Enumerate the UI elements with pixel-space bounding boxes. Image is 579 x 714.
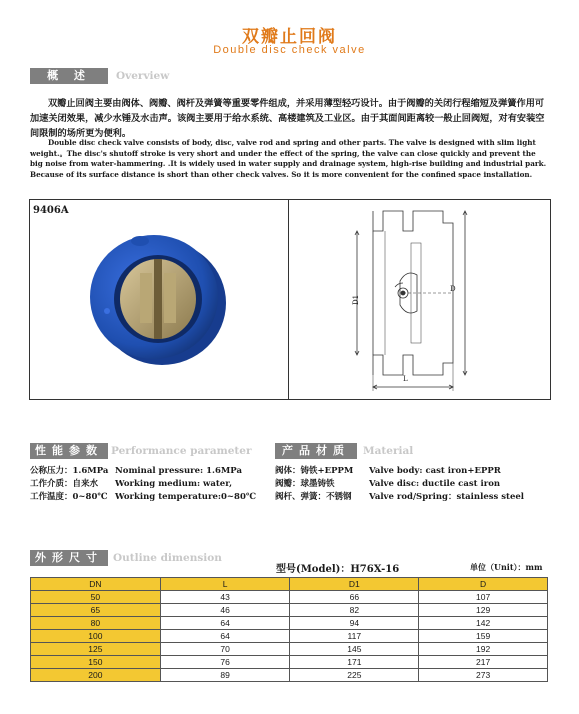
material-row-cn: 阀杆、弹簧：不锈钢: [275, 492, 352, 502]
table-cell: 171: [290, 656, 419, 669]
material-row-en: Valve disc: ductile cast iron: [369, 479, 501, 489]
table-cell: 64: [160, 617, 290, 630]
column-header: D1: [290, 578, 419, 591]
page-title: 双瓣止回阀: [242, 27, 337, 47]
dimension-label-l: L: [403, 375, 408, 383]
model-line: 型号(Model)：H76X-16: [276, 564, 400, 575]
table-cell: 82: [290, 604, 419, 617]
material-label-en: Material: [363, 445, 414, 457]
dimension-label-d: D: [450, 285, 456, 293]
perf-row-en: Nominal pressure: 1.6MPa: [115, 466, 242, 476]
table-cell: 145: [290, 643, 419, 656]
material-row-en: Valve body: cast iron+EPPR: [369, 466, 501, 476]
table-cell: 43: [160, 591, 290, 604]
table-cell: 117: [290, 630, 419, 643]
table-cell: 225: [290, 669, 419, 682]
valve-drawing: [345, 203, 475, 393]
table-cell: 89: [160, 669, 290, 682]
column-header: DN: [31, 578, 161, 591]
table-cell: 192: [419, 643, 548, 656]
perf-row-cn: 工作温度：0~80℃: [30, 492, 108, 502]
perf-row-en: Working temperature:0~80℃: [115, 492, 257, 502]
overview-text-cn: 双瓣止回阀主要由阀体、阀瓣、阀杆及弹簧等重要零件组成，并采用薄型轻巧设计。由于阀瓣的关闭行程缩短及弹簧作用可加速关闭效果，减少水锤及水击声。该阀主要用于给水系统、高楼建筑及工业区。由于其面间距离较一般止回阀短，对有安装空间限制的场所更为便利。: [30, 98, 545, 139]
material-row-en: Valve rod/Spring：stainless steel: [369, 492, 525, 502]
column-header: L: [160, 578, 290, 591]
table-cell: 107: [419, 591, 548, 604]
performance-label-en: Performance parameter: [111, 445, 252, 457]
page-subtitle: Double disc check valve: [213, 44, 366, 56]
table-cell: 200: [31, 669, 161, 682]
table-row: [31, 604, 548, 617]
table-cell: 100: [31, 630, 161, 643]
overview-tab: 概 述: [30, 68, 108, 84]
table-row: [31, 656, 548, 669]
table-cell: 94: [290, 617, 419, 630]
table-cell: 46: [160, 604, 290, 617]
table-cell: 217: [419, 656, 548, 669]
perf-row-cn: 工作介质：自来水: [30, 479, 99, 489]
table-row: [31, 643, 548, 656]
figure-divider: [288, 199, 289, 400]
material-row-cn: 阀瓣：球墨铸铁: [275, 479, 335, 489]
perf-row-cn: 公称压力：1.6MPa: [30, 466, 109, 476]
table-cell: 76: [160, 656, 290, 669]
table-cell: 142: [419, 617, 548, 630]
table-cell: 65: [31, 604, 161, 617]
material-tab: 产品材质: [275, 443, 357, 459]
table-cell: 66: [290, 591, 419, 604]
outline-tab: 外形尺寸: [30, 550, 108, 566]
table-row: [31, 669, 548, 682]
table-cell: 273: [419, 669, 548, 682]
dimension-label-d1: D1: [352, 294, 361, 306]
table-cell: 80: [31, 617, 161, 630]
table-row: [31, 617, 548, 630]
table-cell: 159: [419, 630, 548, 643]
model-number: 9406A: [33, 205, 69, 216]
dimension-table: [30, 577, 548, 682]
table-header-row: [31, 578, 548, 591]
overview-label-en: Overview: [116, 70, 170, 82]
table-row: [31, 630, 548, 643]
table-cell: 50: [31, 591, 161, 604]
table-cell: 150: [31, 656, 161, 669]
material-row-cn: 阀体：铸铁+EPPM: [275, 466, 354, 476]
overview-text-en: Double disc check valve consists of body, disc, valve rod and spring and other parts. The valve is designed with slim light weight.。The disc's shutoff stroke is very short and under the effect of the spring, the valve can close quickly and prevent the big noise from water-hammering. .It is widely used in water supply and drainage system, high-rise building and industrial park. Because of its surface distance is short than other check valves. So it is more convenient for the confined space installation.: [30, 138, 547, 179]
column-header: D: [419, 578, 548, 591]
outline-label-en: Outline dimension: [113, 552, 222, 564]
table-row: [31, 591, 548, 604]
table-cell: 129: [419, 604, 548, 617]
table-cell: 125: [31, 643, 161, 656]
perf-row-en: Working medium: water,: [115, 479, 233, 489]
table-cell: 64: [160, 630, 290, 643]
performance-tab: 性能参数: [30, 443, 108, 459]
unit-line: 单位（Unit）：mm: [470, 562, 543, 572]
table-cell: 70: [160, 643, 290, 656]
valve-photo: [80, 225, 235, 370]
